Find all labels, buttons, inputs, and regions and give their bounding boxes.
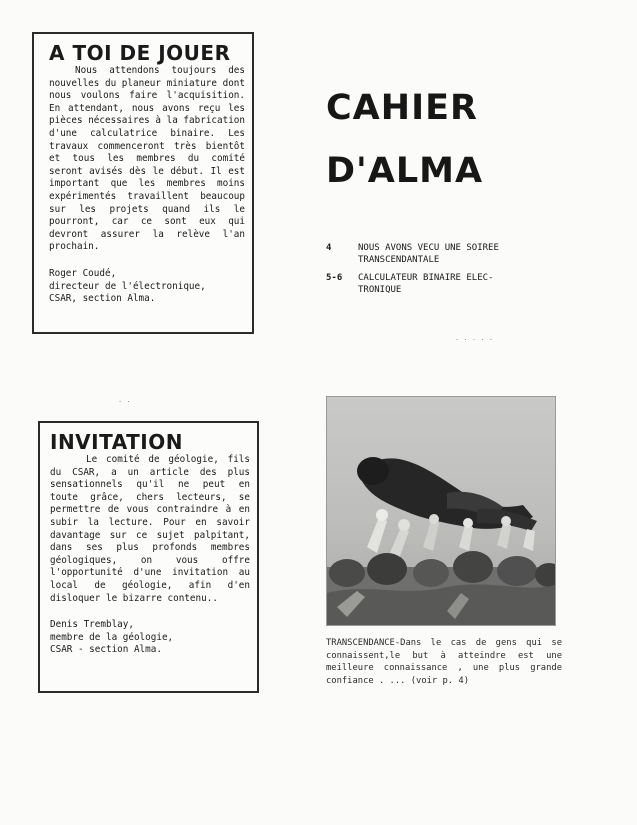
contents-item-title: CALCULATEUR BINAIRE ELEC- TRONIQUE (358, 273, 494, 295)
signature-role: directeur de l'électronique, (49, 280, 206, 292)
invitation-signature (50, 619, 250, 657)
masthead (326, 77, 483, 203)
contents-item-page: 5-6 (326, 273, 343, 283)
a-toi-de-jouer-box (32, 32, 254, 334)
contents-item-page: 4 (326, 243, 332, 253)
a-toi-de-jouer-title: A TOI DE JOUER (49, 41, 231, 65)
scan-speck: . . . . . (455, 334, 493, 342)
masthead-line-2: D'ALMA (326, 151, 484, 191)
signature-name: Denis Tremblay, (50, 619, 134, 631)
invitation-box (38, 421, 259, 693)
a-toi-de-jouer-signature (49, 268, 245, 306)
signature-role: membre de la géologie, (50, 631, 174, 643)
signature-org: CSAR - section Alma. (50, 644, 162, 656)
crowd-photo (326, 396, 556, 626)
crowd-lifting-person-photo-icon (327, 397, 555, 625)
masthead-line-1: CAHIER (326, 88, 478, 128)
signature-name: Roger Coudé, (49, 267, 117, 279)
contents-item[interactable] (326, 273, 566, 296)
a-toi-de-jouer-body: Nous attendons toujours des nouvelles du planeur miniature dont nous voulons faire l'acquisition. En attendant, nous avons reçu les pièces nécessaires à la fabrication d'une calculatrice binaire. Les travaux commenceront très bientôt et tous les membres du comité seront avisés dès le début. Il est important que les membres moins expérimentés travaillent beaucoup sur les projets quand ils le pourront, car ce sont eux qui devront assurer la relève l'an prochain. (49, 65, 245, 253)
scan-speck: . . (118, 396, 131, 404)
invitation-body: Le comité de géologie, fils du CSAR, a un article des plus sensationnels qu'il ne peut en toute grâce, chers lecteurs, se permettre de vous contraindre à en subir la lecture. Pour en savoir davantage sur ce sujet palpitant, dans ses plus profonds membres géologiques, on vous offre l'opportunité d'une invitation au local de géologie, afin d'en disloquer le bizarre contenu.. (50, 454, 250, 604)
signature-org: CSAR, section Alma. (49, 293, 156, 305)
table-of-contents (326, 243, 566, 303)
contents-item[interactable] (326, 243, 566, 266)
photo-caption: TRANSCENDANCE-Dans le cas de gens qui se connaissent,le but à atteindre est une meilleure connaissance , une plus grande confiance . ... (voir p. 4) (326, 638, 562, 687)
invitation-title: INVITATION (50, 430, 183, 454)
contents-item-title: NOUS AVONS VECU UNE SOIREE TRANSCENDANTALE (358, 243, 499, 265)
